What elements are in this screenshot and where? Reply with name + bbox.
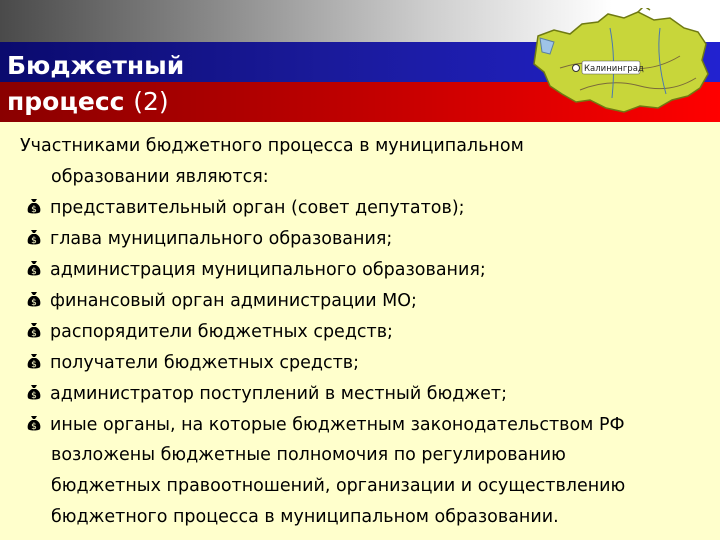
intro-line-1: Участниками бюджетного процесса в муниципальном xyxy=(20,136,524,156)
list-item-continuation: бюджетного процесса в муниципальном образовании. xyxy=(51,507,559,527)
list-item-text: глава муниципального образования; xyxy=(50,229,393,249)
money-bag-icon xyxy=(26,414,42,432)
money-bag-icon xyxy=(26,197,42,215)
svg-text:$: $ xyxy=(31,267,37,277)
list-item-text: администратор поступлений в местный бюджет; xyxy=(50,384,507,404)
svg-text:$: $ xyxy=(31,422,37,432)
money-bag-icon xyxy=(26,259,42,277)
list-item-text: финансовый орган администрации МО; xyxy=(50,291,417,311)
title-line-1: Бюджетный xyxy=(7,51,185,80)
region-map-icon xyxy=(520,8,720,120)
intro-line-2: образовании являются: xyxy=(51,167,269,187)
list-item xyxy=(26,290,417,311)
map-city-label: Калининград xyxy=(584,64,644,74)
svg-text:$: $ xyxy=(31,360,37,370)
money-bag-icon xyxy=(26,228,42,246)
svg-text:$: $ xyxy=(31,205,37,215)
svg-text:$: $ xyxy=(31,236,37,246)
list-item xyxy=(26,321,393,342)
slide-body xyxy=(0,126,720,540)
list-item-text: представительный орган (совет депутатов); xyxy=(50,198,465,218)
list-item-text: администрация муниципального образования; xyxy=(50,260,486,280)
banner-divider xyxy=(0,122,720,125)
list-item xyxy=(26,228,392,249)
list-item xyxy=(26,197,465,218)
list-item-text: иные органы, на которые бюджетным законодательством РФ xyxy=(50,415,625,435)
money-bag-icon xyxy=(26,383,42,401)
title-line-2-word: процесс xyxy=(7,87,125,116)
list-item xyxy=(26,383,507,404)
money-bag-icon xyxy=(26,290,42,308)
list-item-text: получатели бюджетных средств; xyxy=(50,353,359,373)
svg-text:$: $ xyxy=(31,329,37,339)
title-line-2-number: (2) xyxy=(133,87,169,116)
list-item xyxy=(26,414,625,435)
svg-text:$: $ xyxy=(31,391,37,401)
list-item-continuation: бюджетных правоотношений, организации и осуществлению xyxy=(51,476,626,496)
money-bag-icon xyxy=(26,352,42,370)
list-item-text: распорядители бюджетных средств; xyxy=(50,322,393,342)
list-item xyxy=(26,352,359,373)
header-banner xyxy=(0,0,720,125)
money-bag-icon xyxy=(26,321,42,339)
slide-title xyxy=(7,48,184,120)
list-item-continuation: возложены бюджетные полномочия по регулированию xyxy=(51,445,566,465)
svg-text:$: $ xyxy=(31,298,37,308)
list-item xyxy=(26,259,486,280)
